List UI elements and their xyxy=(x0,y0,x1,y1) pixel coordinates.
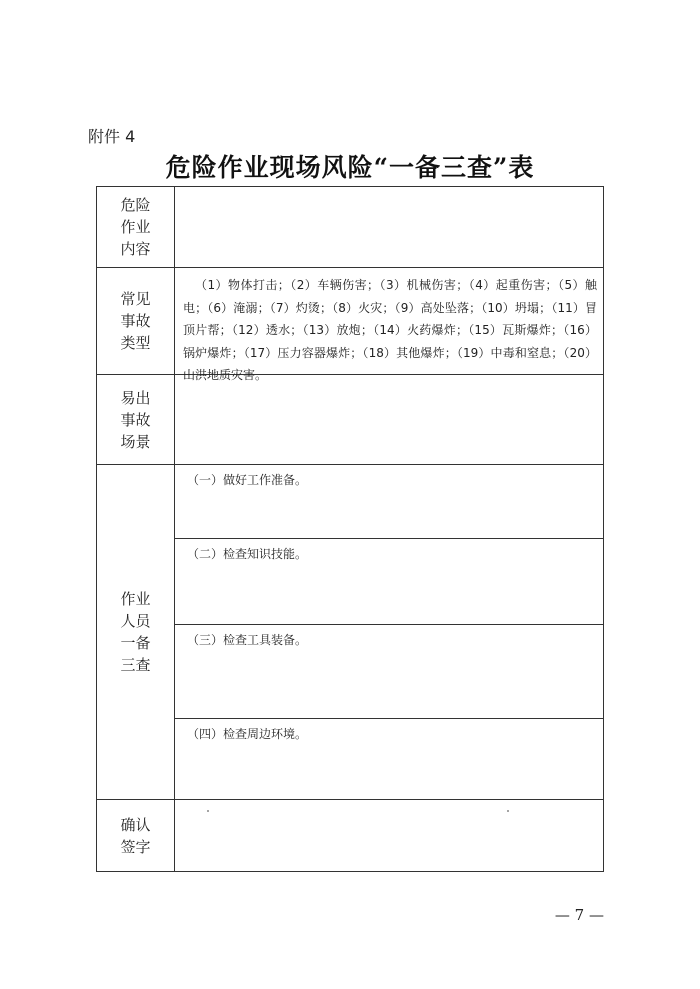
value-signature[interactable] xyxy=(175,800,603,871)
attachment-label: 附件 4 xyxy=(88,127,136,146)
row-accident-scenes xyxy=(97,375,603,465)
scan-speck xyxy=(507,810,509,812)
value-accident-scenes[interactable] xyxy=(175,375,603,464)
value-accident-types: （1）物体打击；（2）车辆伤害；（3）机械伤害；（4）起重伤害；（5）触电；（6）淹溺；（7）灼烫；（8）火灾；（9）高处坠落；（10）坍塌；（11）冒顶片帮；（12）透水；（13）放炮；（14）火药爆炸；（15）瓦斯爆炸；（16）锅炉爆炸；（17）压力容器爆炸；（18）其他爆炸；（19）中毒和窒息；（20）山洪地质灾害。 xyxy=(183,278,597,382)
form-title: 危险作业现场风险“一备三查”表 xyxy=(165,153,535,182)
row-personnel-checks xyxy=(97,465,603,800)
label-accident-scenes: 易出事故场景 xyxy=(97,375,175,464)
check-item-environment[interactable]: （四）检查周边环境。 xyxy=(187,727,308,741)
row-work-content xyxy=(97,187,603,268)
check-item-skills[interactable]: （二）检查知识技能。 xyxy=(175,539,603,625)
label-work-content: 危险作业内容 xyxy=(97,187,175,267)
check-item-prepare[interactable]: （一）做好工作准备。 xyxy=(175,465,603,539)
row-signature xyxy=(97,800,603,871)
check-item-equipment[interactable]: （三）检查工具装备。 xyxy=(175,625,603,719)
scan-speck xyxy=(207,810,209,812)
label-personnel-checks: 作业人员一备三查 xyxy=(97,465,175,799)
label-accident-types: 常见事故类型 xyxy=(97,268,175,374)
risk-check-form xyxy=(96,186,604,872)
row-accident-types xyxy=(97,268,603,382)
value-work-content[interactable] xyxy=(175,187,603,267)
label-signature: 确认签字 xyxy=(97,800,175,871)
page-number: — 7 — xyxy=(554,906,604,924)
